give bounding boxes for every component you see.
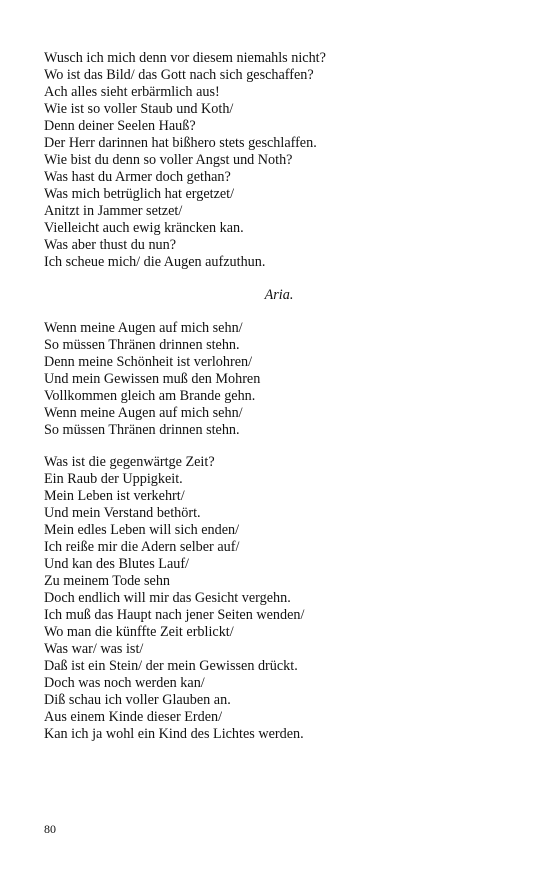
verse-line: Und mein Verstand bethört.	[44, 505, 201, 521]
verse-line: Ich muß das Haupt nach jener Seiten wenden/	[44, 607, 305, 623]
verse-line: Was mich betrüglich hat ergetzet/	[44, 186, 235, 202]
verse-line: Wusch ich mich denn vor diesem niemahls nicht?	[44, 50, 326, 66]
aria-heading: Aria.	[264, 287, 294, 303]
verse-line: So müssen Thränen drinnen stehn.	[44, 337, 240, 353]
verse-line: So müssen Thränen drinnen stehn.	[44, 422, 240, 438]
verse-line: Der Herr darinnen hat bißhero stets geschlaffen.	[44, 135, 317, 151]
stanza-2	[44, 320, 514, 439]
verse-line: Mein Leben ist verkehrt/	[44, 488, 185, 504]
verse-line: Und mein Gewissen muß den Mohren	[44, 371, 261, 387]
verse-line: Was ist die gegenwärtge Zeit?	[44, 454, 215, 470]
verse-line: Ach alles sieht erbärmlich aus!	[44, 84, 220, 100]
verse-line: Doch was noch werden kan/	[44, 675, 205, 691]
verse-line: Was war/ was ist/	[44, 641, 144, 657]
verse-line: Anitzt in Jammer setzet/	[44, 203, 183, 219]
stanza-1	[44, 50, 514, 271]
verse-line: Ich reiße mir die Adern selber auf/	[44, 539, 240, 555]
verse-line: Ich scheue mich/ die Augen aufzuthun.	[44, 254, 266, 270]
verse-line: Wie bist du denn so voller Angst und Noth?	[44, 152, 293, 168]
verse-line: Ein Raub der Uppigkeit.	[44, 471, 183, 487]
verse-line: Wenn meine Augen auf mich sehn/	[44, 405, 243, 421]
verse-line: Doch endlich will mir das Gesicht vergehn.	[44, 590, 291, 606]
verse-line: Und kan des Blutes Lauf/	[44, 556, 189, 572]
verse-line: Kan ich ja wohl ein Kind des Lichtes werden.	[44, 726, 304, 742]
verse-line: Vielleicht auch ewig kräncken kan.	[44, 220, 244, 236]
verse-line: Daß ist ein Stein/ der mein Gewissen drückt.	[44, 658, 298, 674]
verse-line: Was hast du Armer doch gethan?	[44, 169, 231, 185]
verse-line: Was aber thust du nun?	[44, 237, 177, 253]
stanza-3	[44, 454, 514, 743]
verse-line: Denn deiner Seelen Hauß?	[44, 118, 196, 134]
verse-line: Vollkommen gleich am Brande gehn.	[44, 388, 256, 404]
verse-line: Mein edles Leben will sich enden/	[44, 522, 240, 538]
verse-line: Denn meine Schönheit ist verlohren/	[44, 354, 253, 370]
page-number: 80	[44, 822, 56, 836]
verse-line: Wo ist das Bild/ das Gott nach sich geschaffen?	[44, 67, 314, 83]
verse-line: Wie ist so voller Staub und Koth/	[44, 101, 234, 117]
verse-line: Wo man die künffte Zeit erblickt/	[44, 624, 234, 640]
verse-line: Diß schau ich voller Glauben an.	[44, 692, 231, 708]
verse-line: Zu meinem Tode sehn	[44, 573, 171, 589]
verse-line: Wenn meine Augen auf mich sehn/	[44, 320, 243, 336]
verse-line: Aus einem Kinde dieser Erden/	[44, 709, 223, 725]
